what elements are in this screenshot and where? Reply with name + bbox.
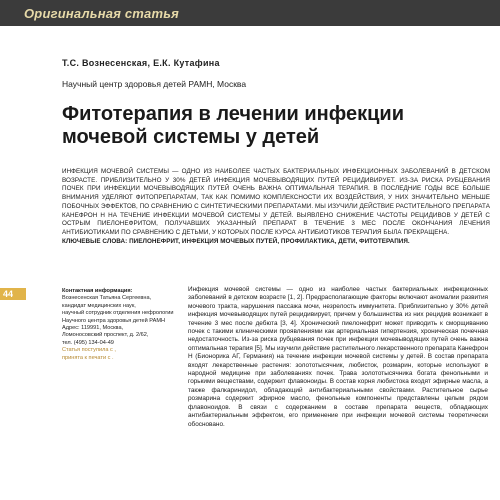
article-abstract [62,168,490,246]
section-header-band [0,0,500,26]
article-body-text: Инфекция мочевой системы — одно из наиболее частых бактериальных инфекционных заболеваний в детском возрасте [1, 2]. Предрасполагающие факторы включают аномалии развития мочевого тракта, нарушения пассажа мочи, незрелость иммунитета. Приблизительно у 30% детей инфекция мочевыводящих путей рецидивирует, причем у большинства из них рецидив возникает в течение 3 мес после дебюта [3, 4]. Хронический пиелонефрит может приводить к сморщиванию почек с такими клиническими проявлениями как артериальная гипертензия, хроническая почечная недостаточность. Из-за риска рубцевания почек при инфекции мочевыводящих путей очень важна оптимальная терапия [5]. Мы изучили действие растительного лекарственного препарата Канефрон Н (Бионорика АГ, Германия) на течение инфекции мочевой системы у детей. В состав препарата входят лекарственные растения: золототысячник, любисток, розмарин, которые используют в народной медицине при заболеваниях почек. Трава золототысячника богата фенольными и горькими веществами, содержит флавоноиды. В состав корня любистока входят эфирные масла, а также фалкаринидол, обладающий антибактериальными свойствами. Растительное сырье розмарина содержит эфирное масло, фенольные компоненты представлены целым рядом флавоноидов. В связи с содержанием в составе препарата веществ, обладающих антибактериальным эффектом, его применение при инфекции мочевой системы теоретически обосновано. [188,286,488,428]
contact-info [62,288,178,362]
contact-line: научный сотрудник отделения нефрологии [62,310,174,317]
contact-line: Адрес: 119991, Москва, [62,325,124,332]
article-received-date: Статья поступила с , [62,347,116,354]
contact-line: Научного центра здоровья детей РАМН [62,317,166,324]
article-affiliation: Научный центр здоровья детей РАМН, Москва [62,79,247,89]
contact-line: Вознесенская Татьяна Сергеевна, [62,295,152,302]
page-number: 44 [3,289,14,299]
keywords-label: КЛЮЧЕВЫЕ СЛОВА: [62,237,128,245]
article-title: Фитотерапия в лечении инфекции мочевой системы у детей [62,103,404,148]
page-number-tab [0,288,26,300]
keywords-text: ПИЕЛОНЕФРИТ, ИНФЕКЦИЯ МОЧЕВЫХ ПУТЕЙ, ПРОФИЛАКТИКА, ДЕТИ, ФИТОТЕРАПИЯ. [129,237,410,245]
contact-line: Ломоносовский проспект, д. 2/62, [62,332,149,339]
abstract-text: ИНФЕКЦИЯ МОЧЕВОЙ СИСТЕМЫ — ОДНО ИЗ НАИБОЛЕЕ ЧАСТЫХ БАКТЕРИАЛЬНЫХ ИНФЕКЦИОННЫХ ЗАБОЛЕВАНИЙ В ДЕТСКОМ ВОЗРАСТЕ. ПРИБЛИЗИТЕЛЬНО У 30% ДЕТЕЙ ИНФЕКЦИЯ МОЧЕВЫВОДЯЩИХ ПУТЕЙ РЕЦИДИВИРУЕТ. ИЗ-ЗА РИСКА РУБЦЕВАНИЯ ПОЧЕК ПРИ ИНФЕКЦИИ МОЧЕВЫВОДЯЩИХ ПУТЕЙ ОЧЕНЬ ВАЖНА ОПТИМАЛЬНАЯ ТЕРАПИЯ. В ПОСЛЕДНИЕ ГОДЫ ВСЕ БОЛЬШЕ ВНИМАНИЯ УДЕЛЯЮТ ФИТОПРЕПАРАТАМ, ТАК КАК ПОМИМО КОМПЛЕКСНОСТИ ИХ ВОЗДЕЙСТВИЯ, У НИХ ЗНАЧИТЕЛЬНО МЕНЬШЕ ПОБОЧНЫХ ЭФФЕКТОВ, ПО СРАВНЕНИЮ С СИНТЕТИЧЕСКИМИ ПРЕПАРАТАМИ. МЫ ИЗУЧИЛИ ДЕЙСТВИЕ РАСТИТЕЛЬНОГО ПРЕПАРАТА КАНЕФРОН Н НА ТЕЧЕНИЕ ИНФЕКЦИИ МОЧЕВОЙ СИСТЕМЫ У ДЕТЕЙ. ВЫЯВЛЕНО СНИЖЕНИЕ ЧАСТОТЫ РЕЦИДИВОВ У ДЕТЕЙ С ОСТРЫМ ПИЕЛОНЕФРИТОМ, ПОЛУЧАВШИХ УКАЗАННЫЙ ПРЕПАРАТ В ТЕЧЕНИЕ 3 МЕС ПОСЛЕ ОКОНЧАНИЯ ЛЕЧЕНИЯ АНТИБИОТИКАМИ ПО СРАВНЕНИЮ С ДЕТЬМИ, У КОТОРЫХ ПОСЛЕ КУРСА АНТИБИОТИКОВ ТЕРАПИЯ БЫЛА ПРЕКРАЩЕНА. [62,168,490,236]
section-label: Оригинальная статья [24,6,180,21]
contact-heading: Контактная информация: [62,288,133,294]
article-accepted-date: принята к печати с . [62,354,114,361]
contact-line: кандидат медицинских наук, [62,302,136,309]
article-authors: Т.С. Вознесенская, Е.К. Кутафина [62,58,220,68]
contact-line: тел. (495) 134-04-49 [62,339,114,346]
